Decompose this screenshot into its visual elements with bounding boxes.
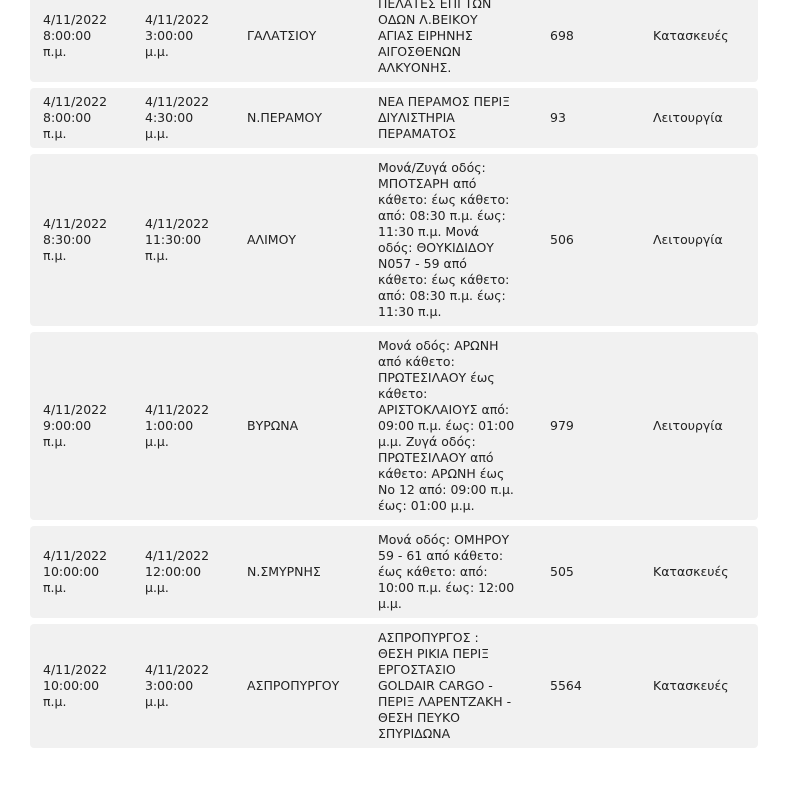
location-description: Μονά/Ζυγά οδός: ΜΠΟΤΣΑΡΗ από κάθετο: έως κάθετο: από: 08:30 π.μ. έως: 11:30 π.μ. Μονά οδός: ΘΟΥΚΙΔΙΔΟΥ Ν057 - 59 από κάθετο: έως κάθετο: από: 08:30 π.μ. έως: 11:30 π.μ.: [378, 160, 510, 319]
outage-number: 979: [550, 418, 574, 433]
end-datetime: [132, 548, 234, 596]
area-name: ΑΛΙΜΟΥ: [247, 232, 297, 247]
end-time: 3:00:00: [145, 28, 194, 43]
start-date: 4/11/2022: [43, 94, 108, 109]
end-time: 3:00:00: [145, 678, 194, 693]
start-datetime: [30, 12, 132, 60]
end-datetime: [132, 662, 234, 710]
table-row: [30, 332, 758, 520]
outage-number: 93: [550, 110, 566, 125]
location-description: ΠΕΛΑΤΕΣ ΕΠΙ ΤΩΝ ΟΔΩΝ Λ.ΒΕΙΚΟΥ ΑΓΙΑΣ ΕΙΡΗΝΗΣ ΑΙΓΟΣΘΕΝΩΝ ΑΛΚΥΟΝΗΣ.: [378, 0, 492, 75]
start-date: 4/11/2022: [43, 548, 108, 563]
end-datetime: [132, 94, 234, 142]
outage-type: Λειτουργία: [653, 232, 723, 247]
start-datetime: [30, 94, 132, 142]
end-date: 4/11/2022: [145, 662, 210, 677]
area-name: ΒΥΡΩΝΑ: [247, 418, 299, 433]
end-date: 4/11/2022: [145, 216, 210, 231]
outage-type: Λειτουργία: [653, 110, 723, 125]
end-time: 11:30:00: [145, 232, 202, 247]
outage-table: [30, 0, 758, 754]
table-row: [30, 0, 758, 82]
start-time: 8:00:00: [43, 28, 92, 43]
end-time: 4:30:00: [145, 110, 194, 125]
start-datetime: [30, 402, 132, 450]
area-name: ΑΣΠΡΟΠΥΡΓΟΥ: [247, 678, 340, 693]
outage-type: Κατασκευές: [653, 678, 729, 693]
location-description: ΑΣΠΡΟΠΥΡΓΟΣ : ΘΕΣΗ ΡΙΚΙΑ ΠΕΡΙΞ ΕΡΓΟΣΤΑΣΙΟ GOLDAIR CARGO - ΠΕΡΙΞ ΛΑΡΕΝΤΖΑΚΗ - ΘΕΣΗ ΠΕΥΚΟ ΣΠΥΡΙΔΩΝΑ: [378, 630, 512, 741]
outage-number: 506: [550, 232, 574, 247]
start-period: π.μ.: [43, 694, 67, 709]
table-row: [30, 88, 758, 148]
start-time: 8:00:00: [43, 110, 92, 125]
end-date: 4/11/2022: [145, 12, 210, 27]
area-name: Ν.ΠΕΡΑΜΟΥ: [247, 110, 322, 125]
outage-type: Κατασκευές: [653, 28, 729, 43]
end-datetime: [132, 12, 234, 60]
start-date: 4/11/2022: [43, 662, 108, 677]
area-name: Ν.ΣΜΥΡΝΗΣ: [247, 564, 321, 579]
end-datetime: [132, 402, 234, 450]
end-period: μ.μ.: [145, 580, 169, 595]
end-period: π.μ.: [145, 248, 169, 263]
end-period: μ.μ.: [145, 694, 169, 709]
end-datetime: [132, 216, 234, 264]
end-time: 1:00:00: [145, 418, 194, 433]
location-description: Μονά οδός: ΑΡΩΝΗ από κάθετο: ΠΡΩΤΕΣΙΛΑΟΥ έως κάθετο: ΑΡΙΣΤΟΚΛΑΙΟΥΣ από: 09:00 π.μ. έως: 01:00 μ.μ. Ζυγά οδός: ΠΡΩΤΕΣΙΛΑΟΥ από κάθετο: ΑΡΩΝΗ έως Νο 12 από: 09:00 π.μ. έως: 01:00 μ.μ.: [378, 338, 515, 513]
outage-number: 698: [550, 28, 574, 43]
location-description: ΝΕΑ ΠΕΡΑΜΟΣ ΠΕΡΙΞ ΔΙΥΛΙΣΤΗΡΙΑ ΠΕΡΑΜΑΤΟΣ: [378, 94, 511, 141]
end-date: 4/11/2022: [145, 94, 210, 109]
start-date: 4/11/2022: [43, 402, 108, 417]
area-name: ΓΑΛΑΤΣΙΟΥ: [247, 28, 317, 43]
start-time: 10:00:00: [43, 564, 100, 579]
start-date: 4/11/2022: [43, 12, 108, 27]
start-period: π.μ.: [43, 434, 67, 449]
start-time: 10:00:00: [43, 678, 100, 693]
outage-type: Κατασκευές: [653, 564, 729, 579]
end-date: 4/11/2022: [145, 548, 210, 563]
end-period: μ.μ.: [145, 434, 169, 449]
table-row: [30, 526, 758, 618]
table-row: [30, 624, 758, 748]
start-period: π.μ.: [43, 126, 67, 141]
end-date: 4/11/2022: [145, 402, 210, 417]
start-datetime: [30, 662, 132, 710]
end-period: μ.μ.: [145, 126, 169, 141]
start-date: 4/11/2022: [43, 216, 108, 231]
start-time: 9:00:00: [43, 418, 92, 433]
end-time: 12:00:00: [145, 564, 202, 579]
outage-type: Λειτουργία: [653, 418, 723, 433]
start-time: 8:30:00: [43, 232, 92, 247]
start-period: π.μ.: [43, 44, 67, 59]
start-datetime: [30, 548, 132, 596]
end-period: μ.μ.: [145, 44, 169, 59]
start-period: π.μ.: [43, 580, 67, 595]
start-datetime: [30, 216, 132, 264]
location-description: Μονά οδός: ΟΜΗΡΟΥ 59 - 61 από κάθετο: έως κάθετο: από: 10:00 π.μ. έως: 12:00 μ.μ.: [378, 532, 515, 611]
outage-number: 5564: [550, 678, 582, 693]
outage-number: 505: [550, 564, 574, 579]
start-period: π.μ.: [43, 248, 67, 263]
table-row: [30, 154, 758, 326]
